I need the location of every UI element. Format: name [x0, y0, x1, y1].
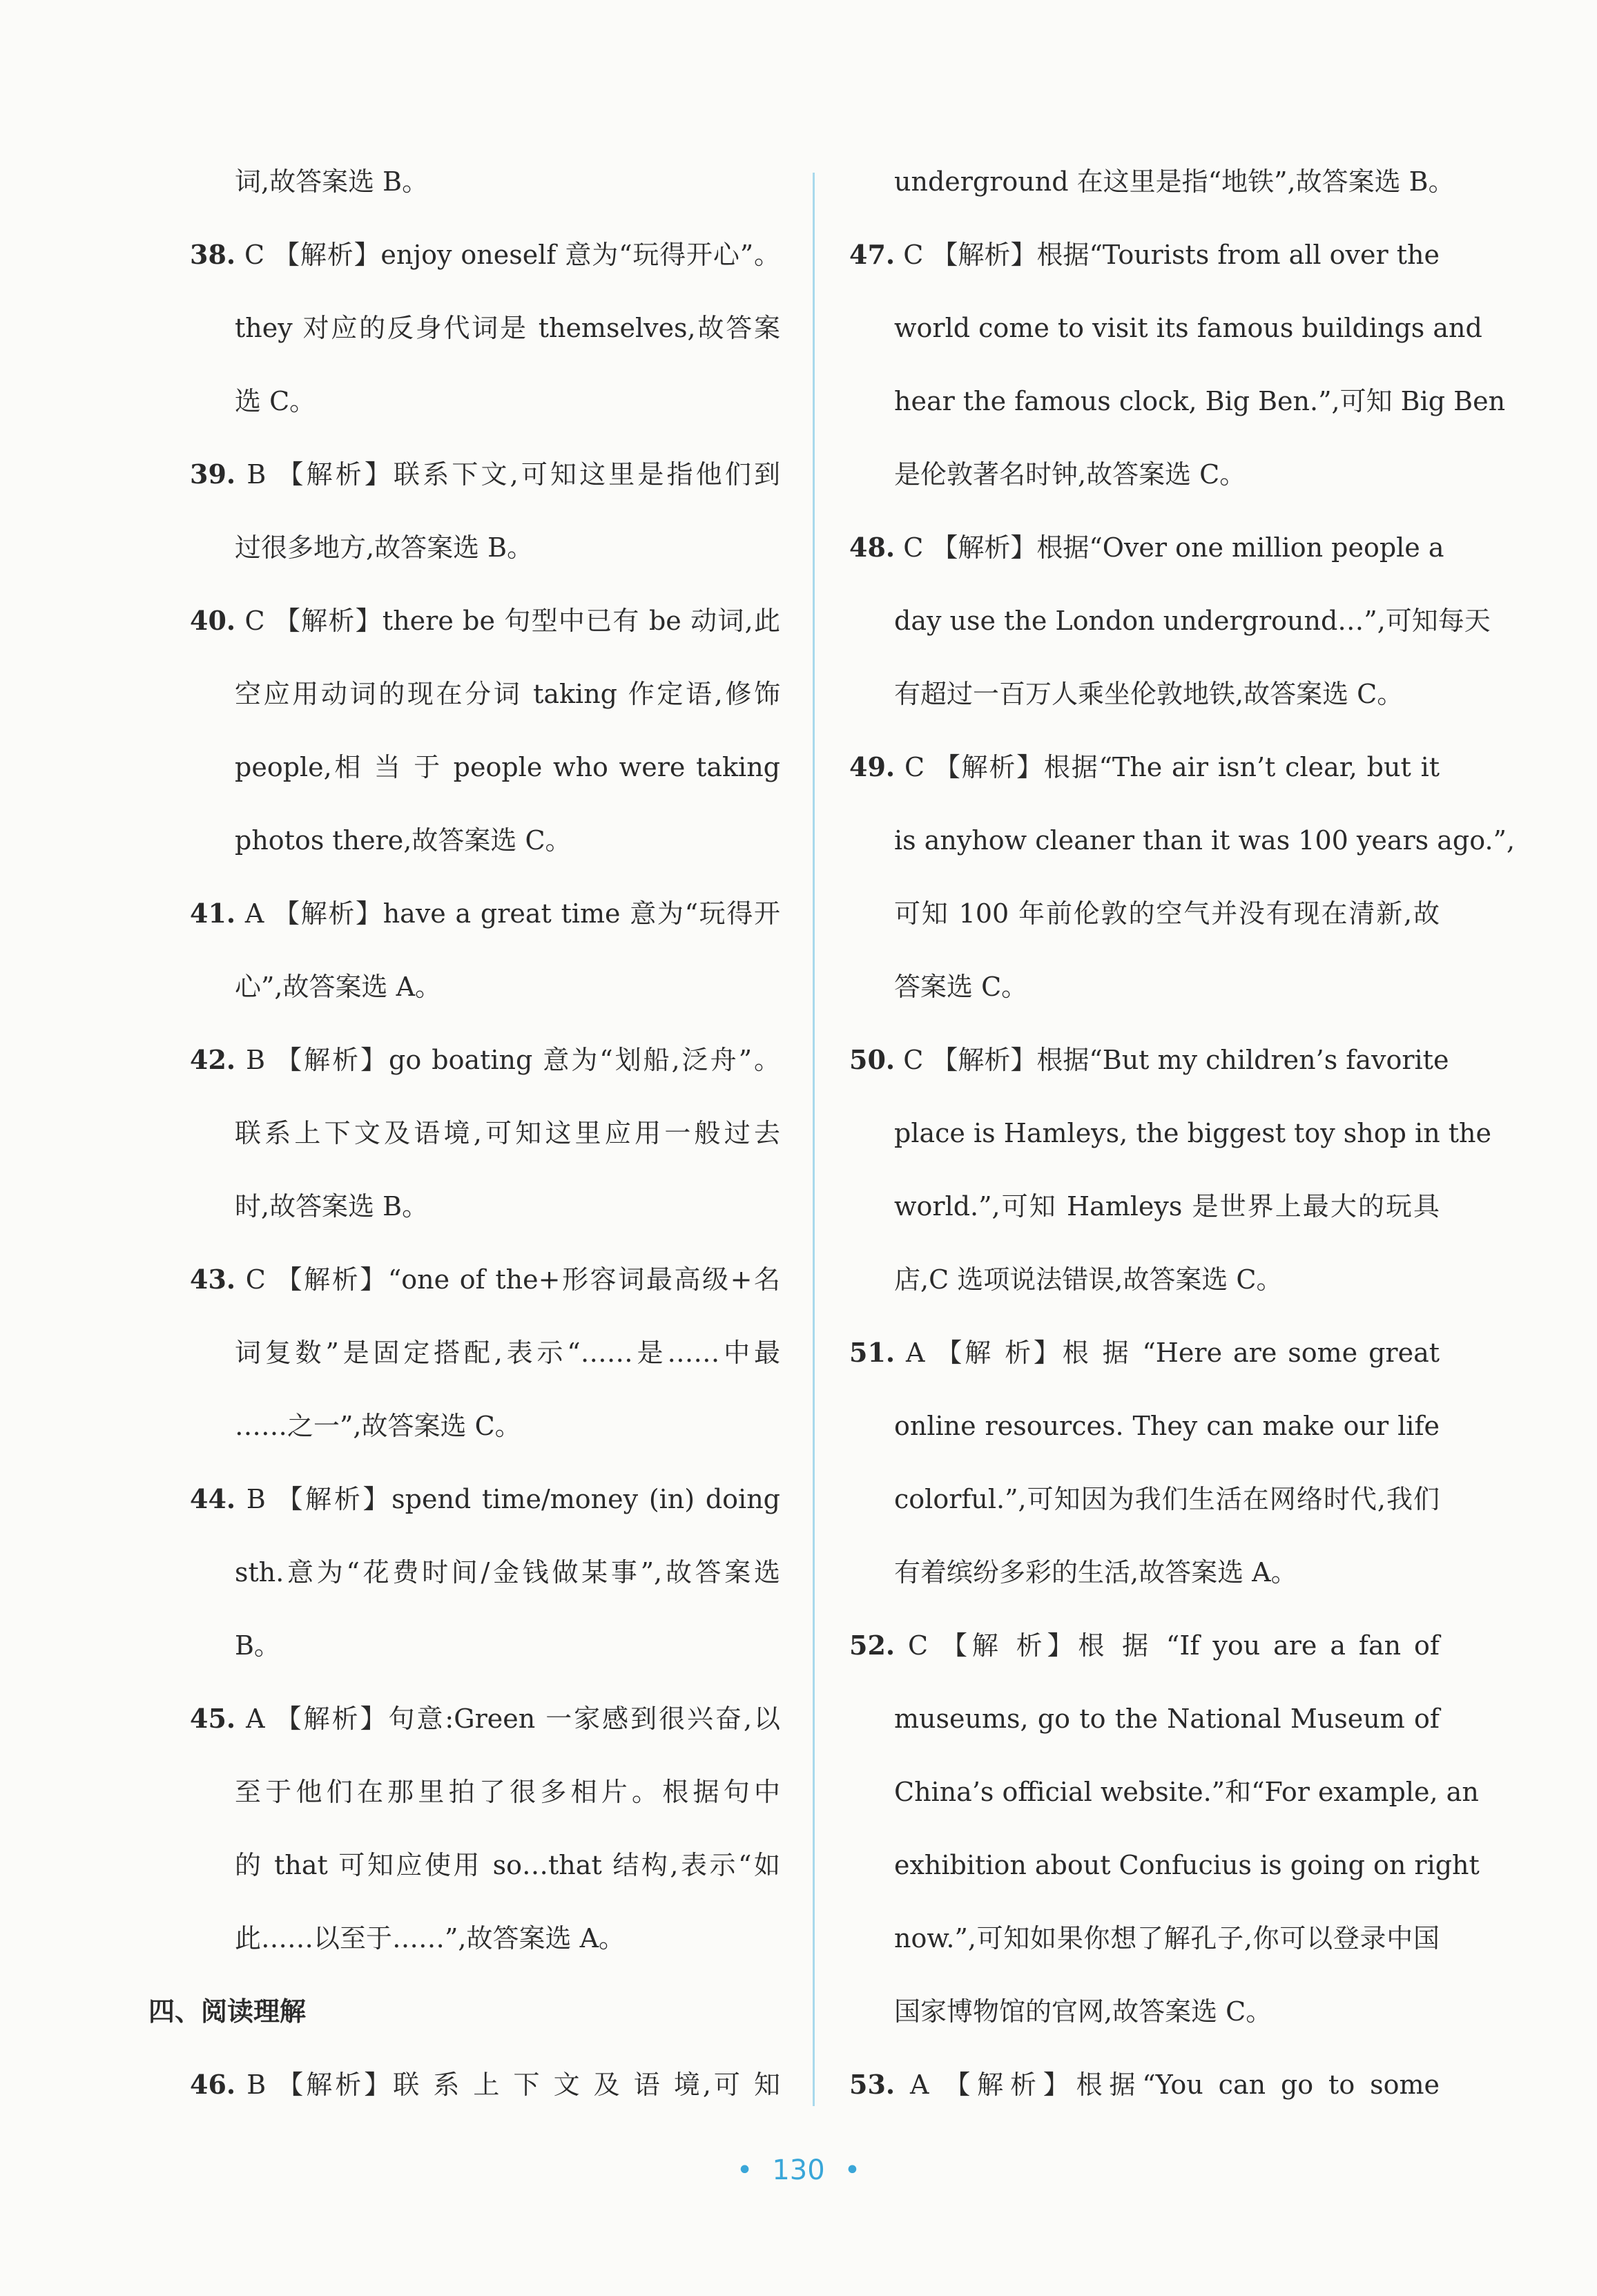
answer-line	[894, 584, 1491, 657]
answer-text: 词复数”是固定搭配,表示“……是……中最	[235, 1338, 780, 1368]
answer-line	[235, 1755, 780, 1829]
answer-text: B。	[235, 1630, 280, 1661]
answer-line	[849, 218, 1440, 291]
answer-text: world.”,可知 Hamleys 是世界上最大的玩具	[894, 1191, 1440, 1222]
question-number: 38.	[190, 239, 236, 270]
answer-text: C 【解 析】根 据 “If you are a fan of	[895, 1630, 1440, 1661]
answer-line	[849, 2048, 1440, 2121]
answer-text: 此……以至于……”,故答案选 A。	[235, 1923, 626, 1953]
question-number: 44.	[190, 1483, 236, 1514]
answer-text: day use the London underground…”,可知每天	[894, 606, 1491, 636]
answer-line	[190, 218, 780, 291]
question-number: 51.	[849, 1337, 896, 1368]
answer-text: B 【解析】go boating 意为“划船,泛舟”。	[235, 1045, 780, 1075]
answer-text: world come to visit its famous buildings and	[894, 313, 1482, 343]
answer-text: sth.意为“花费时间/金钱做某事”,故答案选	[235, 1557, 780, 1588]
question-number: 50.	[849, 1044, 896, 1075]
answer-text: A 【解析】根据“You can go to some	[895, 2070, 1440, 2100]
answer-line	[235, 1389, 780, 1463]
answer-line	[235, 657, 780, 731]
answer-text: now.”,可知如果你想了解孔子,你可以登录中国	[894, 1923, 1440, 1953]
question-number: 39.	[190, 459, 236, 490]
answer-line	[894, 877, 1440, 950]
answer-line	[235, 1829, 780, 1902]
answer-line	[235, 950, 780, 1023]
answer-text: 时,故答案选 B。	[235, 1191, 429, 1222]
answer-text: C 【解析】enjoy oneself 意为“玩得开心”。	[235, 240, 780, 270]
question-number: 42.	[190, 1044, 236, 1075]
answer-line	[235, 145, 780, 218]
answer-line	[894, 1463, 1440, 1536]
question-number: 43.	[190, 1264, 236, 1295]
answer-text: C 【解析】根据“But my children’s favorite	[895, 1045, 1449, 1075]
answer-line	[235, 1170, 780, 1243]
left-column	[148, 145, 780, 2121]
answer-line	[190, 1023, 780, 1097]
answer-text: B 【解析】spend time/money (in) doing	[235, 1484, 780, 1514]
footer-dot-left: •	[736, 2154, 753, 2186]
answer-text: 答案选 C。	[894, 972, 1028, 1002]
answer-text: C 【解析】根据“The air isn’t clear, but it	[895, 752, 1440, 782]
answer-line	[894, 291, 1482, 365]
answer-line	[190, 438, 780, 511]
answer-line	[235, 804, 780, 877]
answer-line	[894, 1389, 1440, 1463]
answer-line	[190, 1463, 780, 1536]
answer-text: 有着缤纷多彩的生活,故答案选 A。	[894, 1557, 1297, 1588]
answer-line	[894, 365, 1506, 438]
answer-text: 国家博物馆的官网,故答案选 C。	[894, 1996, 1272, 2027]
answer-line	[894, 1829, 1480, 1902]
section-heading: 四、阅读理解	[148, 1996, 307, 2027]
answer-line	[235, 1536, 780, 1609]
answer-text: they 对应的反身代词是 themselves,故答案	[235, 313, 780, 343]
answer-text: museums, go to the National Museum of	[894, 1704, 1440, 1734]
answer-line	[849, 1023, 1449, 1097]
question-number: 45.	[190, 1703, 236, 1734]
answer-text: A 【解析】have a great time 意为“玩得开	[235, 898, 780, 929]
answer-text: ……之一”,故答案选 C。	[235, 1411, 521, 1441]
answer-text: 有超过一百万人乘坐伦敦地铁,故答案选 C。	[894, 679, 1404, 709]
answer-text: 联系上下文及语境,可知这里应用一般过去	[235, 1118, 780, 1148]
answer-text: 选 C。	[235, 386, 316, 416]
answer-line	[190, 584, 780, 657]
answer-text: 至于他们在那里拍了很多相片。根据句中	[235, 1777, 780, 1807]
page-footer	[0, 2154, 1597, 2186]
answer-line	[894, 1975, 1440, 2048]
answer-line	[235, 1316, 780, 1389]
answer-line	[235, 511, 780, 584]
question-number: 49.	[849, 751, 896, 782]
question-number: 41.	[190, 898, 236, 929]
answer-text: C 【解析】“one of the+形容词最高级+名	[235, 1264, 780, 1295]
answer-line	[894, 1170, 1440, 1243]
answer-text: 可知 100 年前伦敦的空气并没有现在清新,故	[894, 898, 1440, 929]
answer-line	[894, 145, 1455, 218]
answer-text: is anyhow cleaner than it was 100 years ago.”,	[894, 825, 1516, 856]
answer-line	[894, 950, 1440, 1023]
answer-line	[849, 731, 1440, 804]
answer-line	[894, 804, 1516, 877]
footer-dot-right: •	[844, 2154, 861, 2186]
answer-text: hear the famous clock, Big Ben.”,可知 Big Ben	[894, 386, 1506, 416]
question-number: 52.	[849, 1630, 896, 1661]
answer-text: B 【解析】联 系 上 下 文 及 语 境,可 知	[235, 2070, 780, 2100]
answer-text: 词,故答案选 B。	[235, 166, 429, 197]
answer-text: 空应用动词的现在分词 taking 作定语,修饰	[235, 679, 780, 709]
answer-text: B 【解析】联系下文,可知这里是指他们到	[235, 459, 780, 490]
answer-line	[190, 877, 780, 950]
answer-text: exhibition about Confucius is going on right	[894, 1850, 1480, 1880]
answer-text: colorful.”,可知因为我们生活在网络时代,我们	[894, 1484, 1440, 1514]
answer-line	[190, 1682, 780, 1755]
question-number: 53.	[849, 2069, 896, 2100]
answer-text: online resources. They can make our life	[894, 1411, 1440, 1441]
answer-line	[235, 1902, 780, 1975]
answer-line	[235, 1609, 780, 1682]
column-divider	[813, 173, 815, 2106]
answer-text: China’s official website.”和“For example, an	[894, 1777, 1479, 1807]
answer-line	[894, 1902, 1440, 1975]
answer-text: 心”,故答案选 A。	[235, 972, 442, 1002]
answer-text: A 【解 析】根 据 “Here are some great	[895, 1338, 1440, 1368]
answer-text: C 【解析】根据“Tourists from all over the	[895, 240, 1440, 270]
page-number: 130	[772, 2154, 825, 2186]
answer-line	[894, 1536, 1440, 1609]
answer-text: photos there,故答案选 C。	[235, 825, 572, 856]
answer-line	[235, 291, 780, 365]
answer-text: place is Hamleys, the biggest toy shop in the	[894, 1118, 1491, 1148]
question-number: 48.	[849, 532, 896, 563]
answer-text: C 【解析】根据“Over one million people a	[895, 532, 1444, 563]
answer-text: 是伦敦著名时钟,故答案选 C。	[894, 459, 1246, 490]
answer-line	[235, 1097, 780, 1170]
answer-line	[894, 1682, 1440, 1755]
answer-line	[894, 1243, 1440, 1316]
answer-text: 的 that 可知应使用 so…that 结构,表示“如	[235, 1850, 780, 1880]
answer-line	[894, 657, 1440, 731]
answer-line	[235, 365, 780, 438]
answer-line	[190, 1243, 780, 1316]
answer-line	[894, 438, 1440, 511]
question-number: 47.	[849, 239, 896, 270]
answer-text: underground 在这里是指“地铁”,故答案选 B。	[894, 166, 1455, 197]
question-number: 40.	[190, 605, 236, 636]
right-column	[849, 145, 1516, 2121]
answer-text: C 【解析】there be 句型中已有 be 动词,此	[235, 606, 780, 636]
answer-line	[894, 1097, 1491, 1170]
question-number: 46.	[190, 2069, 236, 2100]
answer-text: 店,C 选项说法错误,故答案选 C。	[894, 1264, 1283, 1295]
answer-text: people,相 当 于 people who were taking	[235, 752, 780, 782]
answer-line	[235, 731, 780, 804]
answer-line	[190, 2048, 780, 2121]
answer-line	[894, 1755, 1479, 1829]
answer-text: A 【解析】句意:Green 一家感到很兴奋,以	[235, 1704, 780, 1734]
answer-line	[849, 511, 1444, 584]
answer-text: 过很多地方,故答案选 B。	[235, 532, 534, 563]
answer-line	[849, 1316, 1440, 1389]
answer-line	[849, 1609, 1440, 1682]
